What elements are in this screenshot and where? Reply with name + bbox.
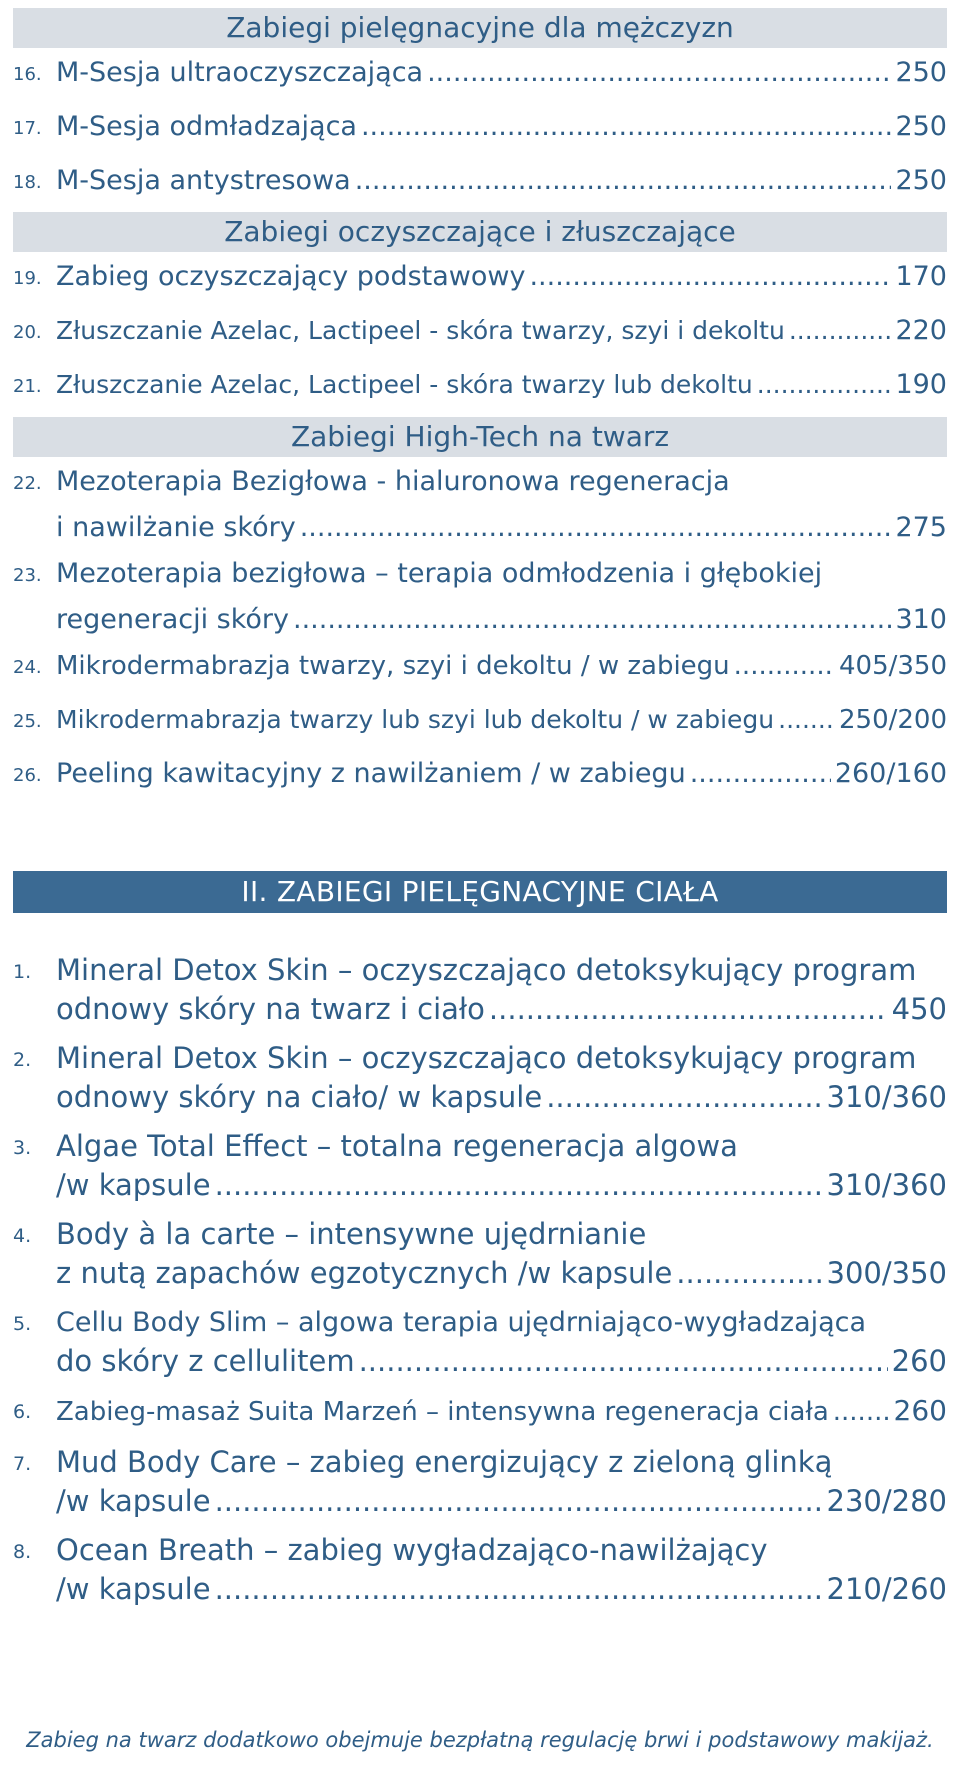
leader-dots bbox=[690, 749, 831, 799]
item-name-line2: /w kapsule bbox=[56, 1168, 211, 1202]
item-price: 310 bbox=[895, 604, 947, 635]
item-name: Peeling kawitacyjny z nawilżaniem / w zabiegu bbox=[56, 758, 686, 789]
list-item bbox=[13, 1303, 947, 1381]
leader-dots bbox=[293, 599, 891, 641]
item-name-line2: odnowy skóry na ciało/ w kapsule bbox=[56, 1080, 543, 1114]
list-item bbox=[13, 48, 947, 102]
men-list bbox=[13, 48, 947, 210]
leader-dots bbox=[355, 156, 892, 206]
leader-dots bbox=[300, 507, 892, 549]
item-number: 19. bbox=[13, 268, 42, 289]
item-name-line2: /w kapsule bbox=[56, 1572, 211, 1606]
item-price: 275 bbox=[895, 512, 947, 543]
section-header-men: Zabiegi pielęgnacyjne dla mężczyzn bbox=[13, 8, 947, 48]
item-name-line1: Mezoterapia Bezigłowa - hialuronowa regeneracja bbox=[56, 466, 730, 497]
leader-dots bbox=[529, 252, 891, 302]
leader-dots bbox=[427, 48, 891, 98]
item-number: 1. bbox=[13, 961, 32, 983]
item-price: 170 bbox=[895, 261, 947, 292]
item-price: 190 bbox=[895, 369, 947, 400]
item-name: M-Sesja odmładzająca bbox=[56, 111, 357, 142]
item-price: 310/360 bbox=[826, 1168, 947, 1202]
item-price: 220 bbox=[895, 315, 947, 346]
list-item bbox=[13, 1391, 947, 1433]
item-name-line2: z nutą zapachów egzotycznych /w kapsule bbox=[56, 1256, 673, 1290]
leader-dots bbox=[833, 1393, 890, 1432]
list-item bbox=[13, 1443, 947, 1521]
item-name-line2: i nawilżanie skóry bbox=[56, 512, 296, 543]
hightech-list bbox=[13, 457, 947, 803]
item-name-line1: Mineral Detox Skin – oczyszczająco detoksykujący program bbox=[56, 953, 917, 987]
list-item bbox=[13, 360, 947, 414]
leader-dots bbox=[489, 990, 888, 1029]
item-price: 210/260 bbox=[826, 1572, 947, 1606]
item-price: 250/200 bbox=[838, 705, 947, 735]
item-number: 6. bbox=[13, 1401, 32, 1423]
list-item bbox=[13, 306, 947, 360]
leader-dots bbox=[215, 1482, 823, 1521]
item-name: Zabieg oczyszczający podstawowy bbox=[56, 261, 526, 292]
leader-dots bbox=[546, 1078, 822, 1117]
item-price: 260/160 bbox=[834, 758, 947, 789]
price-list-page bbox=[13, 8, 947, 1619]
list-item bbox=[13, 695, 947, 749]
item-number: 18. bbox=[13, 172, 42, 193]
item-number: 26. bbox=[13, 765, 42, 786]
item-price: 260 bbox=[893, 1394, 947, 1427]
leader-dots bbox=[676, 1254, 822, 1293]
item-name-line2: odnowy skóry na twarz i ciało bbox=[56, 992, 485, 1026]
list-item bbox=[13, 252, 947, 306]
item-name-line1: Mud Body Care – zabieg energizujący z zieloną glinką bbox=[56, 1445, 833, 1479]
item-number: 20. bbox=[13, 322, 42, 343]
item-name-line1: Body à la carte – intensywne ujędrnianie bbox=[56, 1217, 647, 1251]
item-name: Mikrodermabrazja twarzy, szyi i dekoltu / w zabiegu bbox=[56, 651, 730, 681]
leader-dots bbox=[361, 102, 891, 152]
leader-dots bbox=[789, 306, 892, 356]
item-name: Mikrodermabrazja twarzy lub szyi lub dekoltu / w zabiegu bbox=[56, 705, 775, 734]
list-item bbox=[13, 1531, 947, 1609]
list-item bbox=[13, 749, 947, 803]
leader-dots bbox=[215, 1166, 823, 1205]
list-item bbox=[13, 951, 947, 1029]
item-number: 22. bbox=[13, 473, 42, 494]
item-name-line2: do skóry z cellulitem bbox=[56, 1344, 355, 1378]
item-price: 260 bbox=[891, 1344, 947, 1378]
item-name-line2: regeneracji skóry bbox=[56, 604, 290, 635]
item-number: 17. bbox=[13, 118, 42, 139]
list-item bbox=[13, 1127, 947, 1205]
item-price: 250 bbox=[895, 111, 947, 142]
item-name: Złuszczanie Azelac, Lactipeel - skóra twarzy lub dekoltu bbox=[56, 370, 753, 399]
item-price: 450 bbox=[891, 992, 947, 1026]
item-number: 23. bbox=[13, 565, 42, 586]
list-item bbox=[13, 1039, 947, 1117]
leader-dots bbox=[778, 695, 835, 745]
item-name: Zabieg-masaż Suita Marzeń – intensywna regeneracja ciała bbox=[56, 1397, 829, 1427]
item-number: 4. bbox=[13, 1225, 32, 1247]
item-price: 250 bbox=[895, 57, 947, 88]
section-header-hightech: Zabiegi High-Tech na twarz bbox=[13, 417, 947, 457]
leader-dots bbox=[215, 1570, 823, 1609]
list-item bbox=[13, 549, 947, 641]
item-name-line1: Mezoterapia bezigłowa – terapia odmłodzenia i głębokiej bbox=[56, 558, 823, 589]
list-item bbox=[13, 457, 947, 549]
item-name: M-Sesja antystresowa bbox=[56, 165, 351, 196]
list-item bbox=[13, 102, 947, 156]
item-name: M-Sesja ultraoczyszczająca bbox=[56, 57, 424, 88]
item-name: Złuszczanie Azelac, Lactipeel - skóra twarzy, szyi i dekoltu bbox=[56, 316, 785, 345]
item-name-line1: Ocean Breath – zabieg wygładzająco-nawilżający bbox=[56, 1533, 768, 1567]
item-number: 3. bbox=[13, 1137, 32, 1159]
section-header-body-care: II. ZABIEGI PIELĘGNACYJNE CIAŁA bbox=[13, 871, 947, 913]
leader-dots bbox=[359, 1342, 888, 1381]
item-name-line1: Mineral Detox Skin – oczyszczająco detoksykujący program bbox=[56, 1041, 917, 1075]
item-price: 310/360 bbox=[826, 1080, 947, 1114]
item-price: 300/350 bbox=[826, 1256, 947, 1290]
item-number: 16. bbox=[13, 64, 42, 85]
list-item bbox=[13, 1215, 947, 1293]
body-care-list bbox=[13, 951, 947, 1609]
item-price: 405/350 bbox=[838, 651, 947, 681]
item-number: 5. bbox=[13, 1313, 32, 1335]
item-name-line1: Cellu Body Slim – algowa terapia ujędrniająco-wygładzająca bbox=[56, 1307, 867, 1338]
section-header-cleansing: Zabiegi oczyszczające i złuszczające bbox=[13, 212, 947, 252]
item-number: 8. bbox=[13, 1541, 32, 1563]
item-price: 250 bbox=[895, 165, 947, 196]
item-name-line1: Algae Total Effect – totalna regeneracja algowa bbox=[56, 1129, 738, 1163]
item-number: 7. bbox=[13, 1453, 32, 1475]
item-number: 2. bbox=[13, 1049, 32, 1071]
item-name-line2: /w kapsule bbox=[56, 1484, 211, 1518]
item-price: 230/280 bbox=[826, 1484, 947, 1518]
footer-note: Zabieg na twarz dodatkowo obejmuje bezpłatną regulację brwi i podstawowy makijaż. bbox=[26, 1728, 934, 1752]
item-number: 21. bbox=[13, 376, 42, 397]
leader-dots bbox=[734, 641, 835, 691]
item-number: 24. bbox=[13, 657, 42, 678]
list-item bbox=[13, 641, 947, 695]
item-number: 25. bbox=[13, 711, 42, 732]
leader-dots bbox=[757, 360, 892, 410]
cleansing-list bbox=[13, 252, 947, 414]
list-item bbox=[13, 156, 947, 210]
